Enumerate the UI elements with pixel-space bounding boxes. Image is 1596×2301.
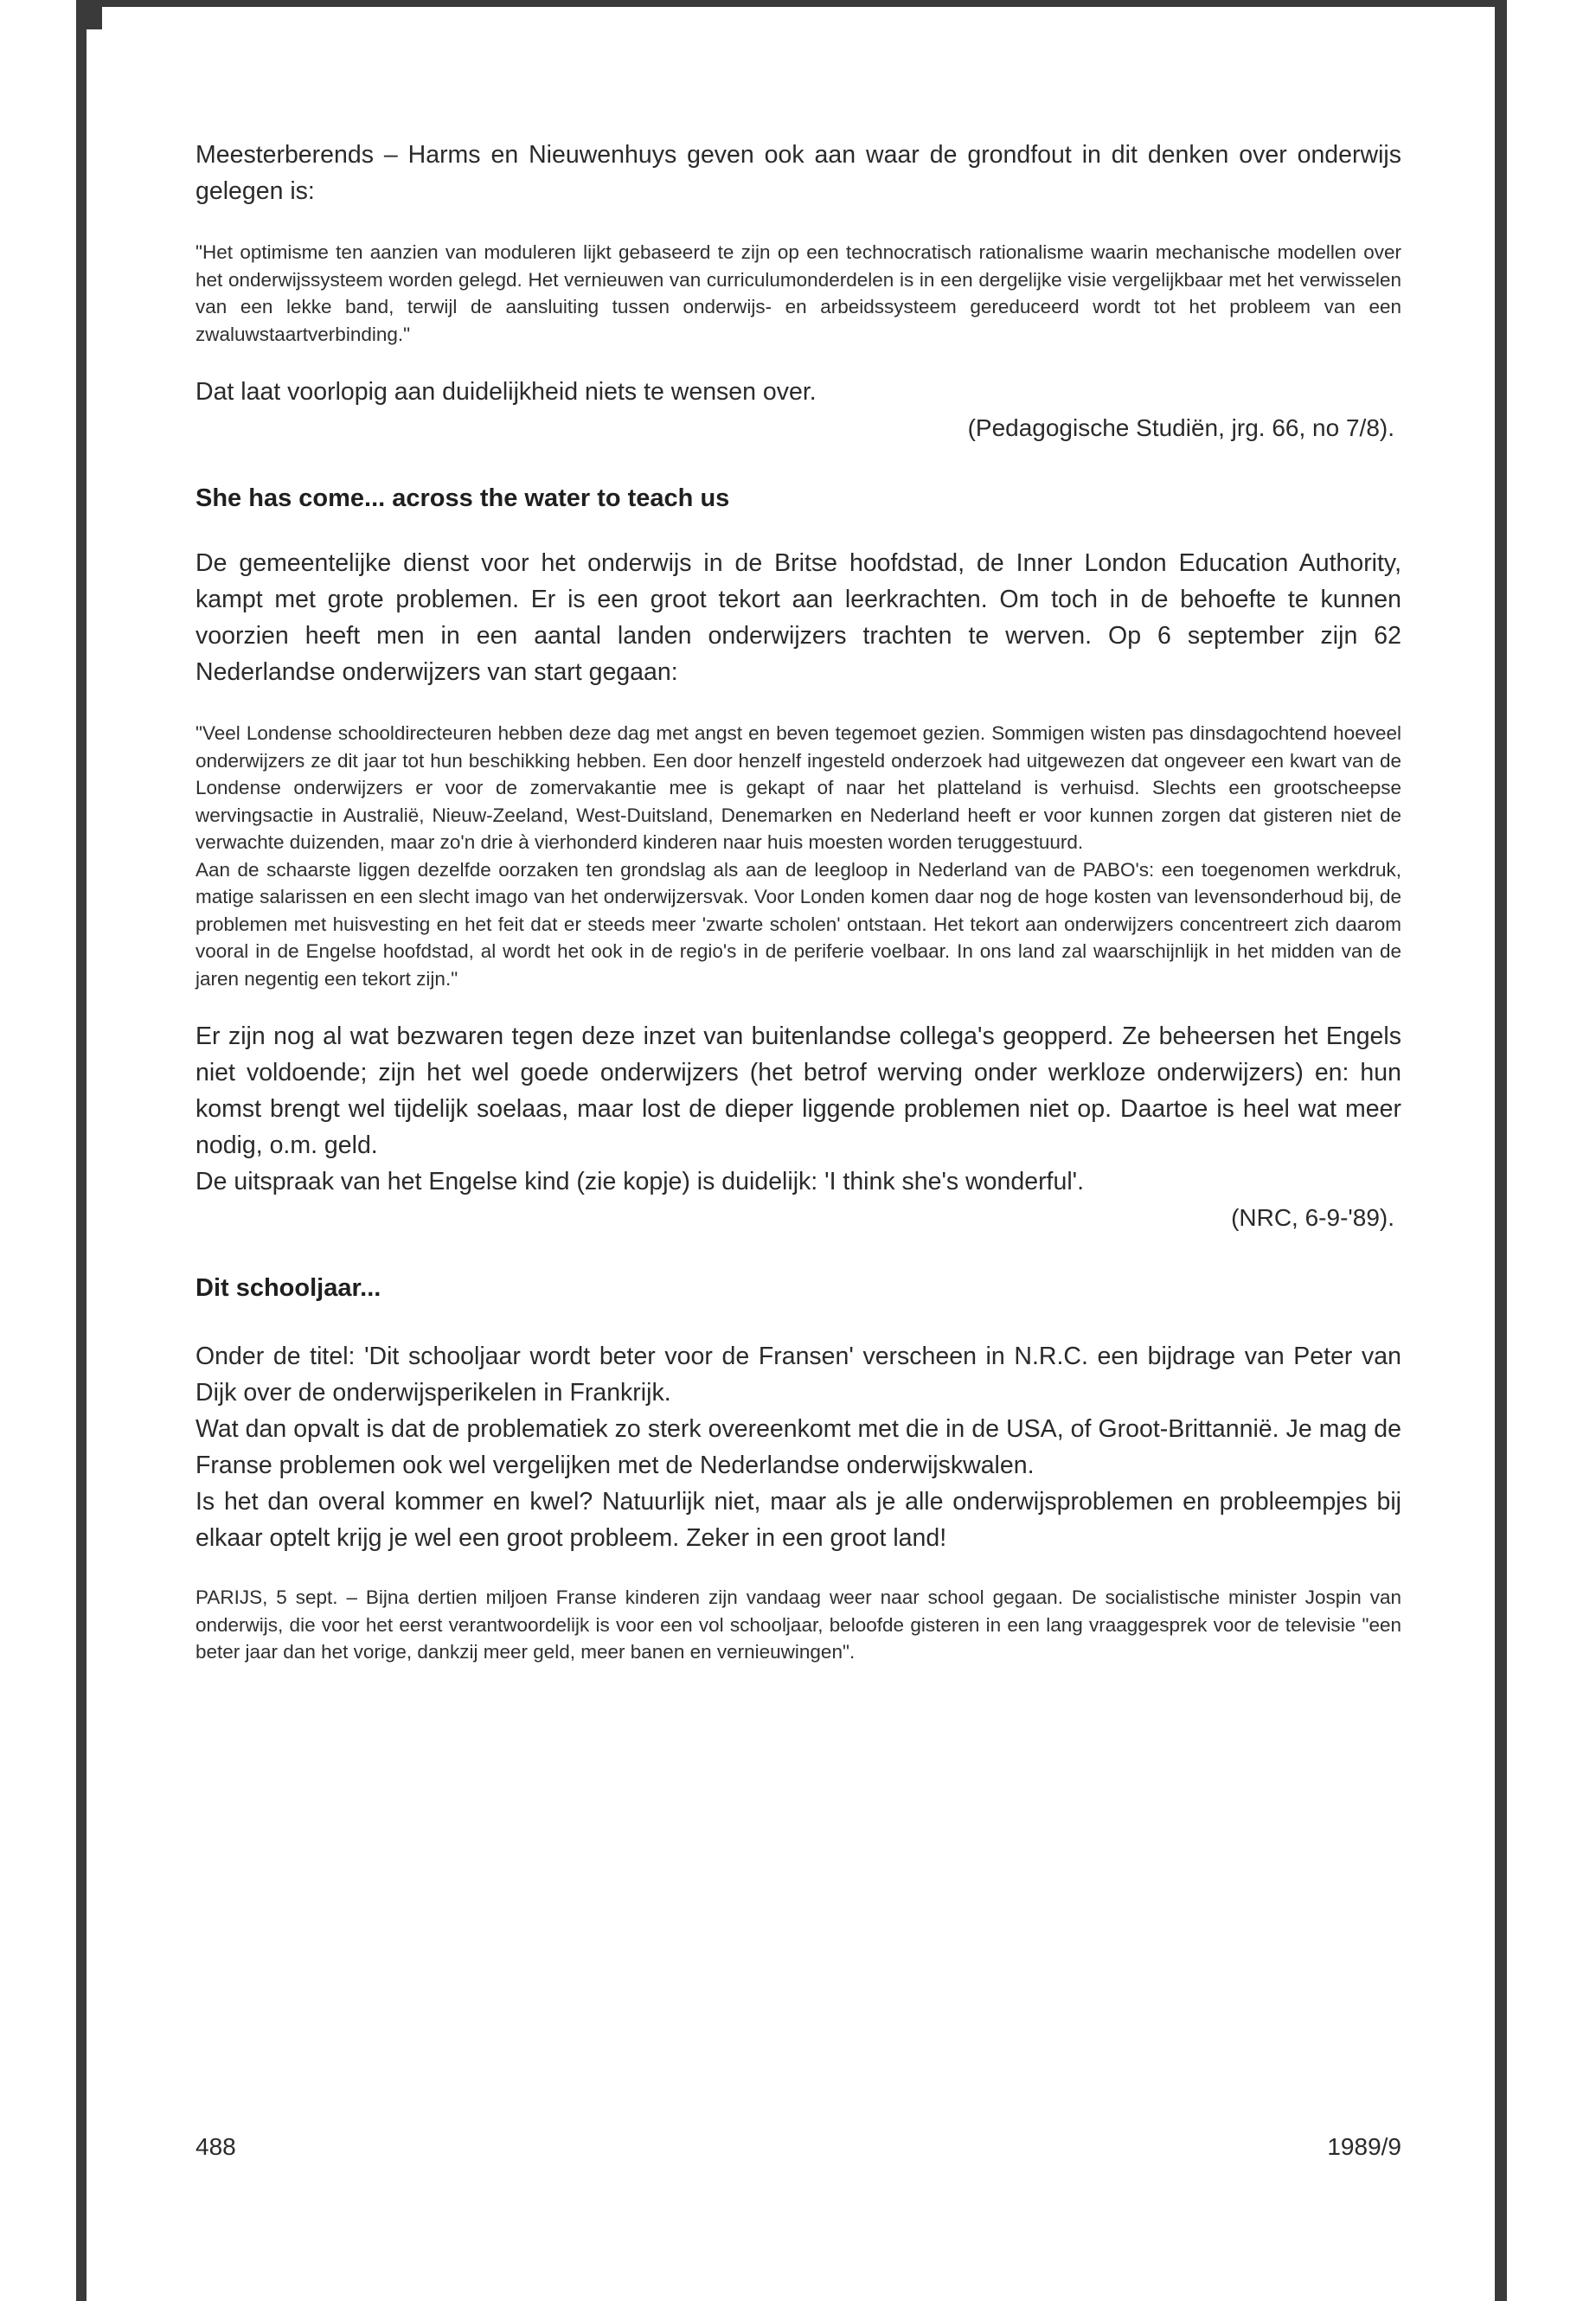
scan-mark	[87, 5, 102, 29]
source-citation: (Pedagogische Studiën, jrg. 66, no 7/8).	[967, 414, 1394, 441]
section-heading: Dit schooljaar...	[195, 1274, 381, 1302]
source-citation: (NRC, 6-9-'89).	[1231, 1204, 1394, 1231]
comment-paragraph: Dat laat voorlopig aan duidelijkheid niets te wensen over.	[195, 378, 817, 406]
section-paragraph: Wat dan opvalt is dat de problematiek zo sterk overeenkomt met die in de USA, of Groot-Brittannië. Je mag de Franse problemen ook wel vergelijken met de Nederlandse onderwijskwalen.	[195, 1415, 1401, 1479]
quote-moduleren: "Het optimisme ten aanzien van moduleren lijkt gebaseerd te zijn op een technocratisch rationalisme waarin mechanische modellen over het onderwijssysteem worden gelegd. Het vernieuwen van curriculumonderdelen is in een dergelijke visie vergelijkbaar met het verwisselen van een lekke band, terwijl de aansluiting tussen onderwijs- en arbeidssysteem gereduceerd wordt tot het probleem van een zwaluwstaartverbinding."	[195, 241, 1401, 345]
quote-paragraph: "Veel Londense schooldirecteuren hebben deze dag met angst en beven tegemoet gezien. Sommigen wisten pas dinsdagochtend hoeveel onderwijzers ze dit jaar tot hun beschikking hebben. Een door henzelf ingesteld onderzoek had uitgewezen dat ongeveer een kwart van de Londense onderwijzers er voor de zomervakantie mee is gekapt of naar het platteland is verhuisd. Slechts een grootscheepse wervingsactie in Australië, Nieuw-Zeeland, West-Duitsland, Denemarken en Nederland heeft er voor kunnen zorgen dat gisteren niet de verwachte duizenden, maar zo'n drie à vierhonderd kinderen naar huis moesten worden teruggestuurd.	[195, 722, 1401, 853]
quote-paragraph: Aan de schaarste liggen dezelfde oorzaken ten grondslag als aan de leegloop in Nederland van de PABO's: een toegenomen werkdruk, matige salarissen en een slecht imago van het onderwijzersvak. Voor Londen komen daar nog de hoge kosten van levensonderhoud bij, de problemen met huisvesting en het feit dat er steeds meer 'zwarte scholen' ontstaan. Het tekort aan onderwijzers concentreert zich daarom vooral in de Engelse hoofdstad, al wordt het ook in de regio's in de periferie voelbaar. In ons land zal waarschijnlijk in het midden van de jaren negentig een tekort zijn."	[195, 858, 1401, 990]
scan-border-right	[1495, 0, 1507, 2301]
section-paragraph: Is het dan overal kommer en kwel? Natuurlijk niet, maar als je alle onderwijsproblemen en probleempjes bij elkaar optelt krijg je wel een groot probleem. Zeker in een groot land!	[195, 1488, 1401, 1552]
section-paragraph: Er zijn nog al wat bezwaren tegen deze inzet van buitenlandse collega's geopperd. Ze beheersen het Engels niet voldoende; zijn het wel goede onderwijzers (het betrof werving onder werkloze onderwijzers) en: hun komst brengt wel tijdelijk soelaas, maar lost de dieper liggende problemen niet op. Daartoe is heel wat meer nodig, o.m. geld.	[195, 1022, 1401, 1159]
section-paragraph: Onder de titel: 'Dit schooljaar wordt beter voor de Fransen' verscheen in N.R.C. een bijdrage van Peter van Dijk over de onderwijsperikelen in Frankrijk.	[195, 1343, 1401, 1407]
page-content	[195, 137, 1401, 1666]
scan-border-left	[76, 0, 87, 2301]
page-number: 488	[195, 2133, 236, 2160]
quote-paragraph: PARIJS, 5 sept. – Bijna dertien miljoen Franse kinderen zijn vandaag weer naar school gegaan. De socialistische minister Jospin van onderwijs, die voor het eerst verantwoordelijk is voor een vol schooljaar, beloofde gisteren in een lang vraaggesprek voor de televisie "een beter jaar dan het vorige, dankzij meer geld, meer banen en vernieuwingen".	[195, 1586, 1401, 1663]
scan-border-top	[76, 0, 1507, 7]
intro-paragraph: Meesterberends – Harms en Nieuwenhuys geven ook aan waar de grondfout in dit denken over onderwijs gelegen is:	[195, 141, 1401, 205]
section-paragraph: De uitspraak van het Engelse kind (zie kopje) is duidelijk: 'I think she's wonderful'.	[195, 1168, 1085, 1195]
scan-margin-right	[1507, 0, 1596, 2301]
section-heading: She has come... across the water to teach us	[195, 484, 730, 512]
issue-number: 1989/9	[1327, 2133, 1401, 2160]
scan-margin-left	[0, 0, 87, 2301]
page-footer	[195, 2133, 1401, 2161]
section-paragraph: De gemeentelijke dienst voor het onderwijs in de Britse hoofdstad, de Inner London Education Authority, kampt met grote problemen. Er is een groot tekort aan leerkrachten. Om toch in de behoefte te kunnen voorzien heeft men in een aantal landen onderwijzers trachten te werven. Op 6 september zijn 62 Nederlandse onderwijzers van start gegaan:	[195, 549, 1401, 686]
